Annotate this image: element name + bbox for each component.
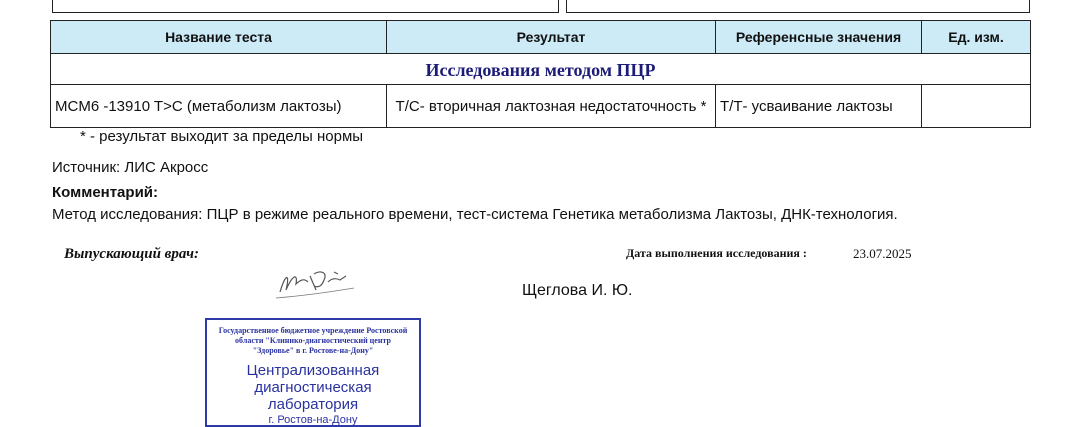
laboratory-stamp — [205, 318, 421, 427]
date-label: Дата выполнения исследования : — [626, 246, 807, 260]
stamp-institution-text: Государственное бюджетное учреждение Ростовской области "Клинико-диагностический центр "Здоровье" в г. Ростове-на-Дону" — [218, 326, 408, 355]
source-text: Источник: ЛИС Акросс — [52, 159, 209, 176]
header-reference: Референсные значения — [716, 21, 922, 54]
header-unit: Ед. изм. — [922, 21, 1031, 54]
result-cell: Т/С- вторичная лактозная недостаточность * — [387, 85, 716, 128]
reference-cell: Т/Т- усваивание лактозы — [716, 85, 922, 128]
top-left-box — [52, 0, 559, 13]
section-row — [51, 54, 1031, 85]
issuing-doctor-label: Выпускающий врач: — [64, 246, 200, 262]
results-table — [50, 20, 1031, 128]
top-right-box — [566, 0, 1030, 13]
comment-title: Комментарий: — [52, 184, 159, 201]
table-header-row — [51, 21, 1031, 54]
header-result: Результат — [387, 21, 716, 54]
section-title: Исследования методом ПЦР — [51, 54, 1031, 85]
date-value: 23.07.2025 — [853, 246, 912, 261]
header-test-name: Название теста — [51, 21, 387, 54]
stamp-city: г. Ростов-на-Дону — [268, 414, 358, 426]
footnote: * - результат выходит за пределы нормы — [80, 128, 364, 145]
test-name-cell: MCM6 -13910 T>C (метаболизм лактозы) — [51, 85, 387, 128]
table-row — [51, 85, 1031, 128]
signature-image — [270, 262, 462, 312]
doctor-name: Щеглова И. Ю. — [522, 282, 633, 299]
comment-text: Метод исследования: ПЦР в режиме реального времени, тест-система Генетика метаболизма Лактозы, ДНК-технология. — [52, 206, 898, 223]
unit-cell — [922, 85, 1031, 128]
stamp-laboratory-text: Централизованная диагностическая лаборатория — [246, 362, 380, 413]
